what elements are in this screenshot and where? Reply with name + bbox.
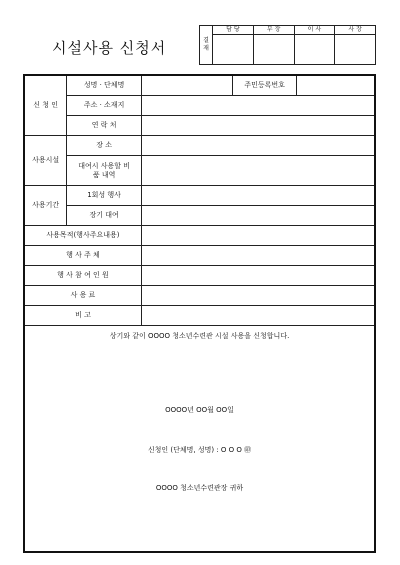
applicant-label: 신 청 인 [24,75,67,136]
rental-items-field[interactable] [141,156,375,186]
participants-field[interactable] [141,266,375,286]
resident-id-field[interactable] [296,75,375,96]
application-form [23,74,376,553]
name-field[interactable] [141,75,232,96]
statement-area [24,326,375,553]
approval-col-manager: 부 장 [253,26,294,35]
rental-items-label: 대여시 사용할 비품 내역 [67,156,142,186]
purpose-label: 사용목적(행사주요내용) [24,226,141,246]
organizer-field[interactable] [141,246,375,266]
organizer-label: 행 사 주 체 [24,246,141,266]
remarks-label: 비 고 [24,306,141,326]
fee-field[interactable] [141,286,375,306]
recipient: OOOO 청소년수련관장 귀하 [155,484,244,492]
participants-label: 행 사 참 여 인 원 [24,266,141,286]
fee-label: 사 용 료 [24,286,141,306]
approval-side-label: 결 재 [200,26,213,65]
place-field[interactable] [141,136,375,156]
name-label: 성명 · 단체명 [67,75,142,96]
period-label: 사용기간 [24,186,67,226]
approval-box-director[interactable] [294,35,335,65]
approval-col-president: 사 장 [335,26,376,35]
long-term-label: 장기 대여 [67,206,142,226]
resident-id-label: 주민등록번호 [233,75,297,96]
single-event-label: 1회성 행사 [67,186,142,206]
approval-box-manager[interactable] [253,35,294,65]
contact-field[interactable] [141,116,375,136]
statement-text: 상기와 같이 OOOO 청소년수련관 시설 사용을 신청합니다. [109,332,290,340]
address-field[interactable] [141,96,375,116]
facility-label: 사용시설 [24,136,67,186]
address-label: 주소 · 소재지 [67,96,142,116]
approval-table [199,25,376,65]
applicant-signature: 신청인 (단체명, 성명) : O O O ㊞ [147,446,252,454]
approval-box-president[interactable] [335,35,376,65]
contact-label: 연 락 처 [67,116,142,136]
single-event-field[interactable] [141,186,375,206]
approval-col-director: 이 사 [294,26,335,35]
place-label: 장 소 [67,136,142,156]
page-title: 시설사용 신청서 [52,39,167,57]
remarks-field[interactable] [141,306,375,326]
purpose-field[interactable] [141,226,375,246]
approval-col-staff: 담 당 [213,26,254,35]
application-date: OOOO년 OO월 OO일 [165,406,234,414]
long-term-field[interactable] [141,206,375,226]
approval-box-staff[interactable] [213,35,254,65]
